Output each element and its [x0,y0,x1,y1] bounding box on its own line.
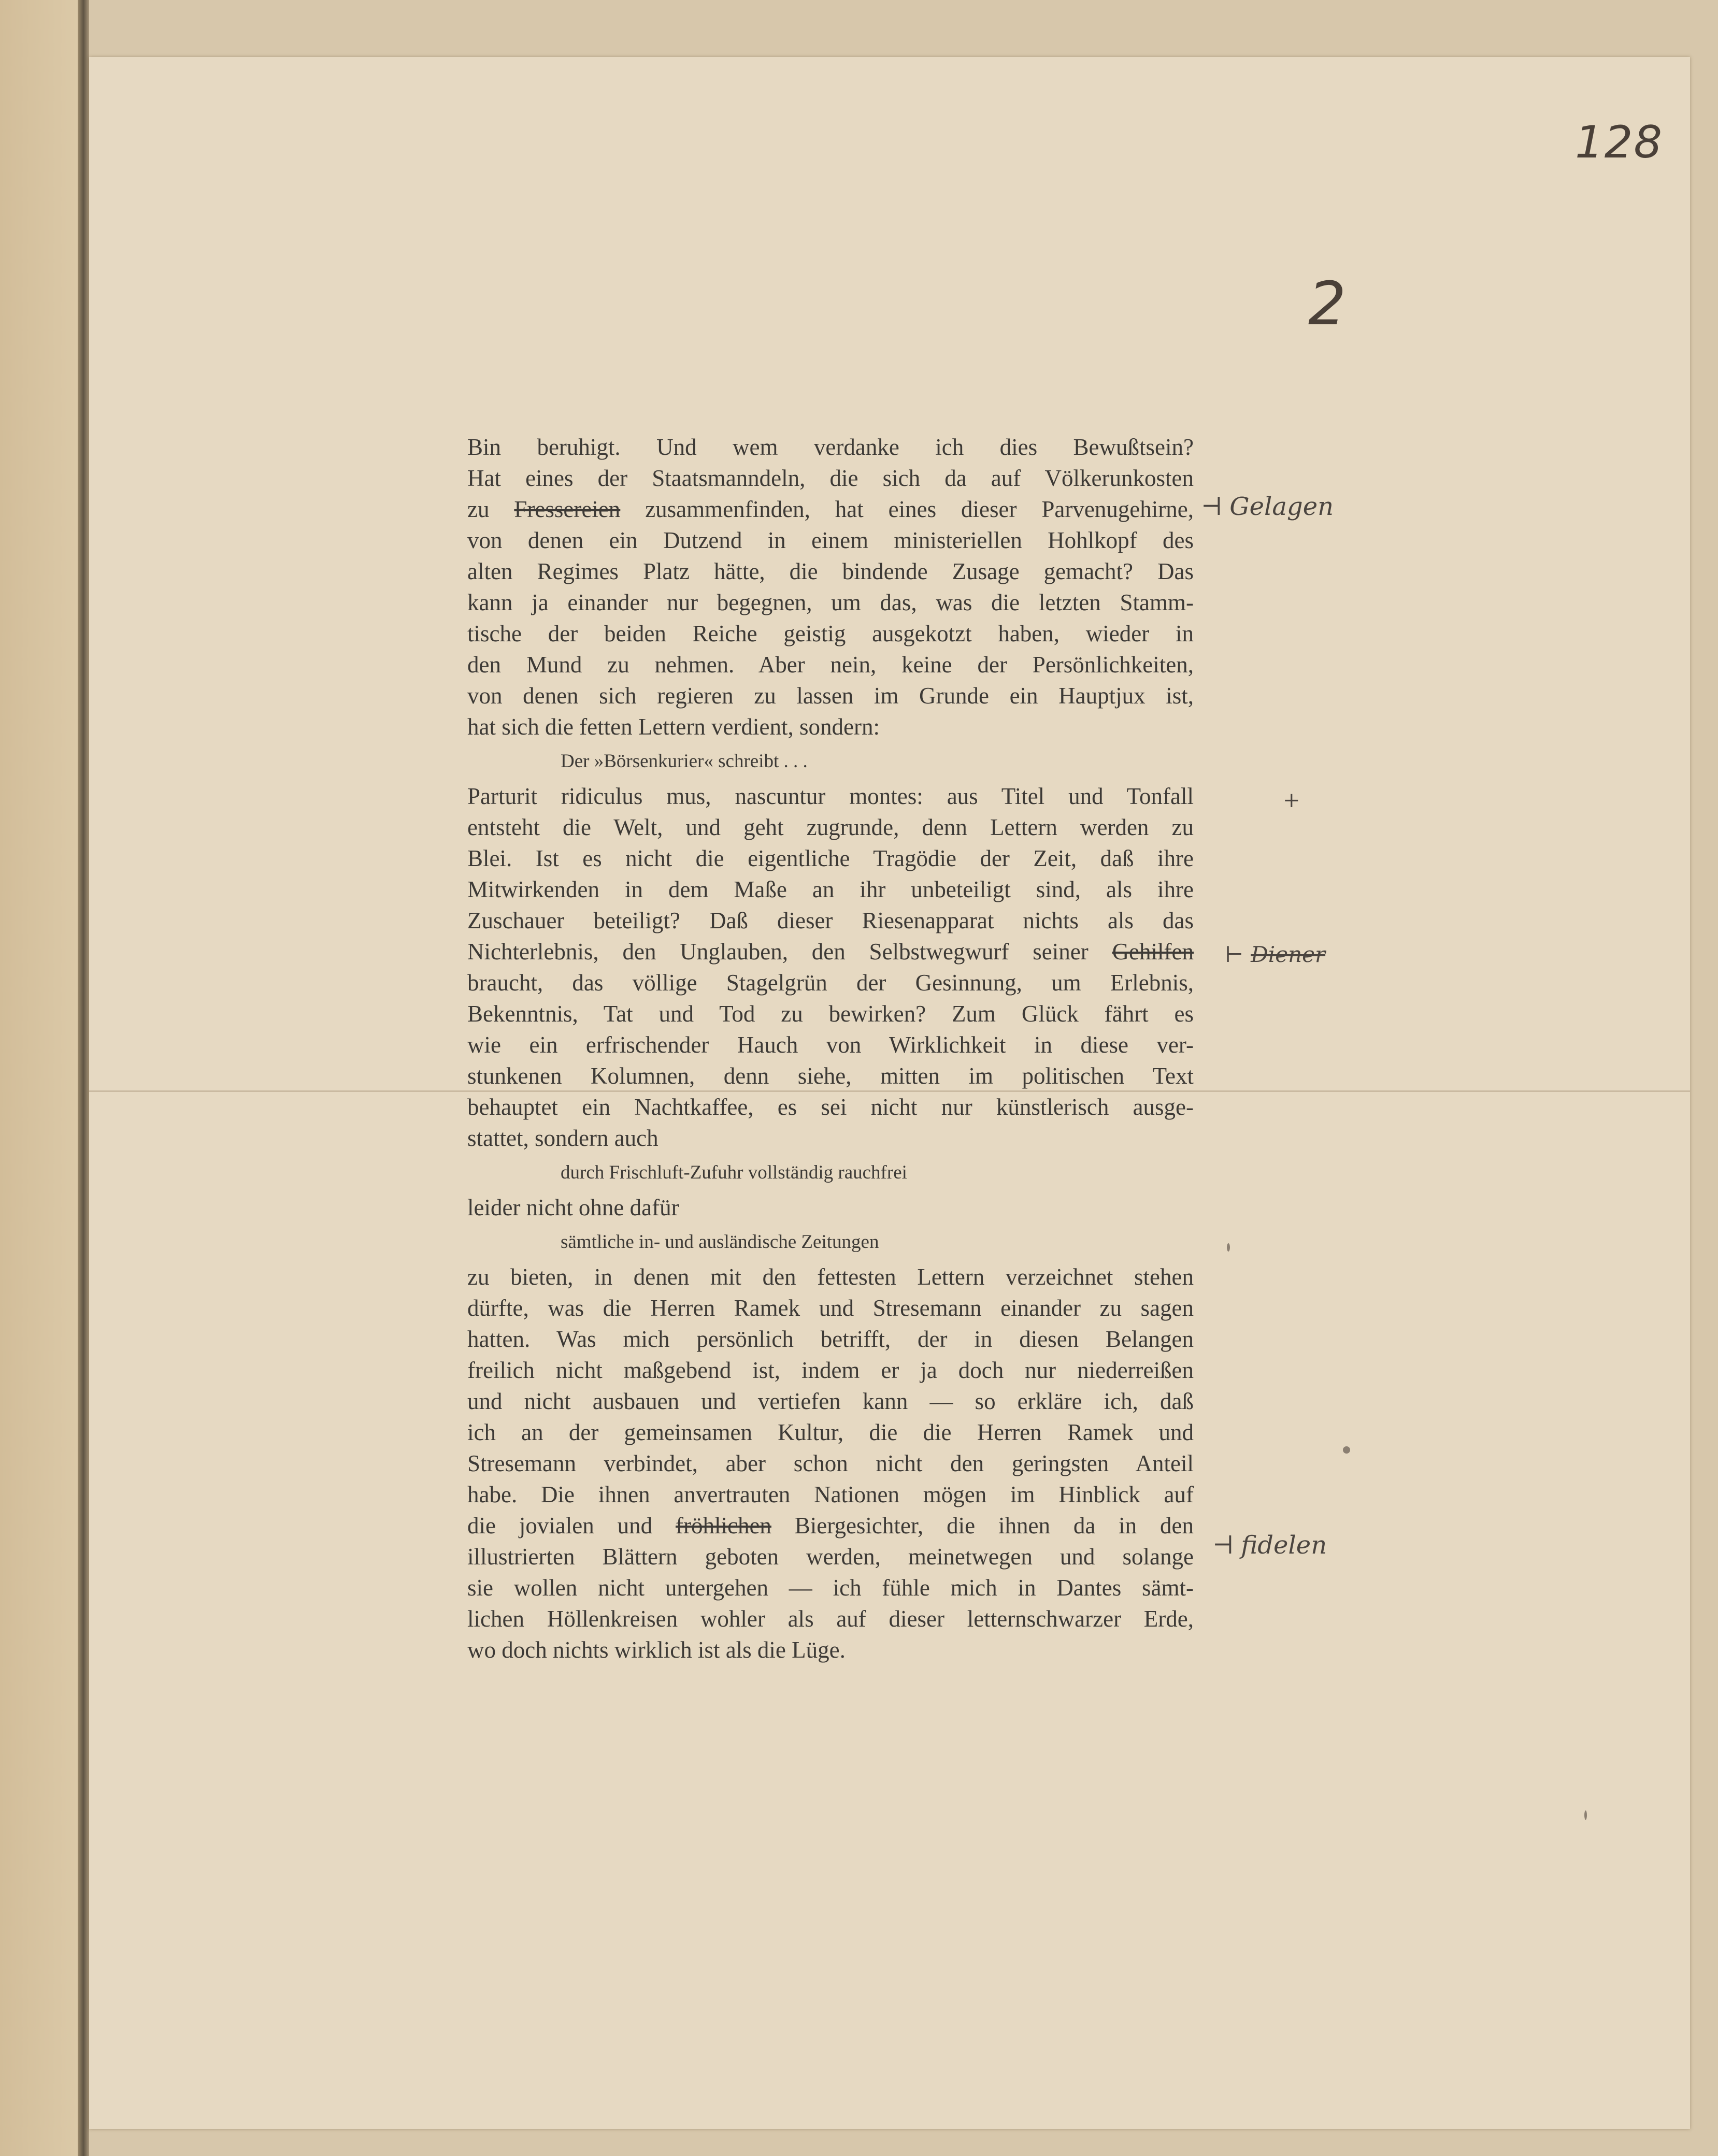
struck-word: fröhlichen [676,1513,771,1539]
text-line: die jovialen und fröhlichen Biergesichter, die ihnen da in den [467,1513,1194,1539]
insertion-mark-icon: ⊣ [1201,492,1223,521]
struck-word: Gehilfen [1112,939,1194,965]
text-line: stunkenen Kolumnen, denn siehe, mitten im politischen Text [467,1063,1194,1089]
paper-speck [1227,1243,1230,1252]
text-line: wo doch nichts wirklich ist als die Lüge. [467,1637,846,1663]
text-line: ich an der gemeinsamen Kultur, die die Herren Ramek und [467,1419,1194,1445]
sheet-number: 2 [1308,269,1347,339]
margin-note-diener [1225,942,1325,967]
text-line: Parturit ridiculus mus, nascuntur montes: aus Titel und Tonfall [467,783,1194,809]
text-line: zu bieten, in denen mit den fettesten Lettern verzeichnet stehen [467,1264,1194,1290]
quotation: durch Frischluft-Zufuhr vollständig rauchfrei [561,1162,907,1183]
text-line: dürfte, was die Herren Ramek und Stresemann einander zu sagen [467,1295,1194,1321]
struck-word: Fressereien [514,496,621,522]
insertion-mark-icon: ⊢ [1225,942,1244,967]
folio-number: 128 [1575,117,1664,168]
text-line: freilich nicht maßgebend ist, indem er ja doch nur niederreißen [467,1357,1194,1383]
text-line: Nichterlebnis, den Unglauben, den Selbstwegwurf seiner Gehilfen [467,939,1194,965]
margin-note-fidelen [1212,1531,1327,1560]
text-line: hatten. Was mich persönlich betrifft, der in diesen Belangen [467,1326,1194,1352]
text-line: kann ja einander nur begegnen, um das, was die letzten Stamm- [467,590,1194,615]
text-line: wie ein erfrischender Hauch von Wirklichkeit in diese ver- [467,1032,1194,1058]
text-line: illustrierten Blättern geboten werden, meinetwegen und solange [467,1544,1194,1570]
text-line: Bin beruhigt. Und wem verdanke ich dies Bewußtsein? [467,434,1194,460]
text-line: alten Regimes Platz hätte, die bindende Zusage gemacht? Das [467,558,1194,584]
text-line: leider nicht ohne dafür [467,1195,679,1220]
margin-note-gelagen [1201,492,1334,521]
text-line: Hat eines der Staatsmanndeln, die sich da auf Völkerunkosten [467,465,1194,491]
text-line: behauptet ein Nachtkaffee, es sei nicht nur künstlerisch ausge- [467,1094,1194,1120]
text-line: von denen sich regieren zu lassen im Grunde ein Hauptjux ist, [467,683,1194,709]
text-line: entsteht die Welt, und geht zugrunde, denn Lettern werden zu [467,814,1194,840]
text-line: Stresemann verbindet, aber schon nicht den geringsten Anteil [467,1450,1194,1476]
text-line: hat sich die fetten Lettern verdient, sondern: [467,714,880,740]
margin-note-text: Diener [1251,942,1326,967]
body-text [467,432,1194,1665]
text-line: den Mund zu nehmen. Aber nein, keine der Persönlichkeiten, [467,652,1194,678]
paper-speck [1584,1810,1587,1820]
text-line: Zuschauer beteiligt? Daß dieser Riesenapparat nichts als das [467,908,1194,933]
margin-note-text: Gelagen [1229,492,1334,521]
text-line: Mitwirkenden in dem Maße an ihr unbeteiligt sind, als ihre [467,876,1194,902]
text-line: von denen ein Dutzend in einem ministeriellen Hohlkopf des [467,527,1194,553]
text-line: lichen Höllenkreisen wohler als auf dieser letternschwarzer Erde, [467,1606,1194,1632]
quotation: Der »Börsenkurier« schreibt . . . [561,751,808,772]
text-line: Blei. Ist es nicht die eigentliche Tragödie der Zeit, daß ihre [467,845,1194,871]
binding-gutter [78,0,89,2156]
text-line: und nicht ausbauen und vertiefen kann — so erkläre ich, daß [467,1388,1194,1414]
text-line: sie wollen nicht untergehen — ich fühle mich in Dantes sämt- [467,1575,1194,1601]
margin-note-plus: + [1283,788,1300,812]
text-line: braucht, das völlige Stagelgrün der Gesinnung, um Erlebnis, [467,970,1194,996]
text-line: habe. Die ihnen anvertrauten Nationen mögen im Hinblick auf [467,1482,1194,1507]
quotation: sämtliche in- und ausländische Zeitungen [561,1231,879,1253]
text-line: Bekenntnis, Tat und Tod zu bewirken? Zum Glück fährt es [467,1001,1194,1027]
text-line: stattet, sondern auch [467,1125,658,1151]
facing-page-edge [0,0,83,2156]
text-line: zu Fressereien zusammenfinden, hat eines dieser Parvenugehirne, [467,496,1194,522]
insertion-mark-icon: ⊣ [1212,1531,1234,1560]
paper-speck [1343,1446,1350,1454]
text-line: tische der beiden Reiche geistig ausgekotzt haben, wieder in [467,621,1194,646]
margin-note-text: fidelen [1241,1531,1327,1560]
